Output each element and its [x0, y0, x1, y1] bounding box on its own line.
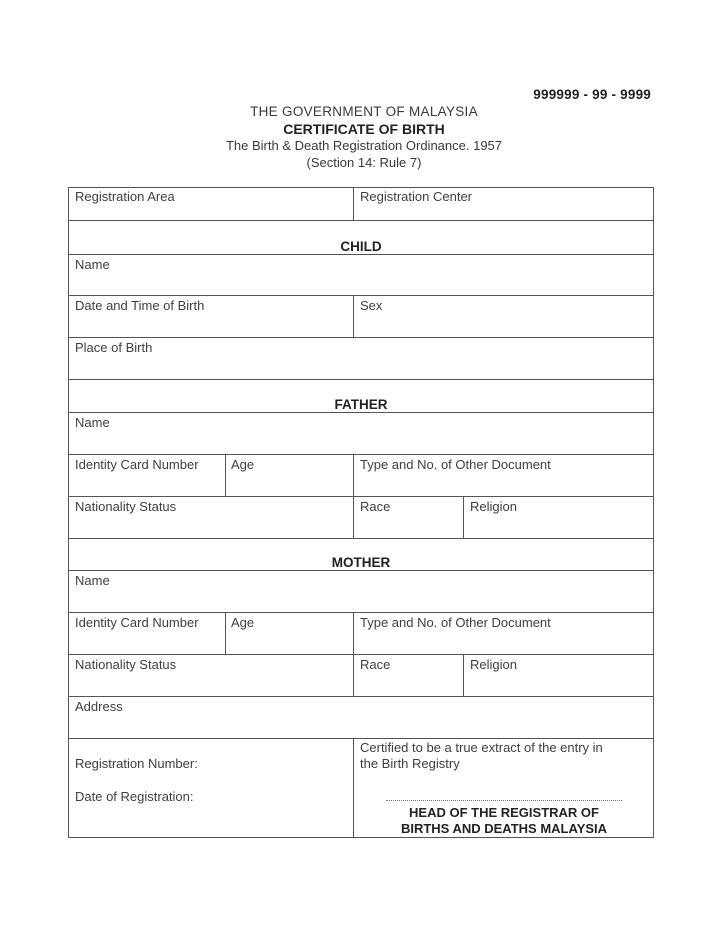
- ordinance-line: The Birth & Death Registration Ordinance. 1957: [225, 138, 503, 153]
- signatory-title-line-1: HEAD OF THE REGISTRAR OF: [409, 805, 599, 820]
- child-birth-datetime-label: Date and Time of Birth: [75, 298, 205, 313]
- father-section-heading: FATHER: [334, 397, 388, 412]
- certification-text-line-1: Certified to be a true extract of the entry in: [360, 740, 603, 755]
- mother-other-document-label: Type and No. of Other Document: [360, 615, 551, 630]
- certificate-number: 999999 - 99 - 9999: [533, 87, 651, 102]
- father-ic-label: Identity Card Number: [75, 457, 199, 472]
- father-religion-label: Religion: [470, 499, 517, 514]
- father-other-document-label: Type and No. of Other Document: [360, 457, 551, 472]
- child-section-heading: CHILD: [340, 239, 382, 254]
- registration-date-label: Date of Registration:: [75, 789, 194, 804]
- registration-area-label: Registration Area: [75, 189, 175, 204]
- father-age-label: Age: [231, 457, 255, 472]
- mother-section-heading: MOTHER: [331, 555, 391, 570]
- child-birth-place-label: Place of Birth: [75, 340, 153, 355]
- certification-text-line-2: the Birth Registry: [360, 756, 460, 771]
- mother-race-label: Race: [360, 657, 391, 672]
- father-race-label: Race: [360, 499, 391, 514]
- registration-number-label: Registration Number:: [75, 756, 198, 771]
- signature-line: [386, 800, 622, 801]
- child-sex-label: Sex: [360, 298, 383, 313]
- certificate-title: CERTIFICATE OF BIRTH: [283, 121, 445, 137]
- father-nationality-label: Nationality Status: [75, 499, 177, 514]
- mother-nationality-label: Nationality Status: [75, 657, 177, 672]
- signatory-title-line-2: BIRTHS AND DEATHS MALAYSIA: [400, 821, 608, 836]
- section-line: (Section 14: Rule 7): [306, 155, 422, 170]
- child-name-label: Name: [75, 257, 110, 272]
- mother-name-label: Name: [75, 573, 110, 588]
- government-heading: THE GOVERNMENT OF MALAYSIA: [250, 104, 478, 119]
- mother-age-label: Age: [231, 615, 255, 630]
- mother-ic-label: Identity Card Number: [75, 615, 199, 630]
- mother-religion-label: Religion: [470, 657, 517, 672]
- registration-center-label: Registration Center: [360, 189, 472, 204]
- father-name-label: Name: [75, 415, 110, 430]
- address-label: Address: [75, 699, 123, 714]
